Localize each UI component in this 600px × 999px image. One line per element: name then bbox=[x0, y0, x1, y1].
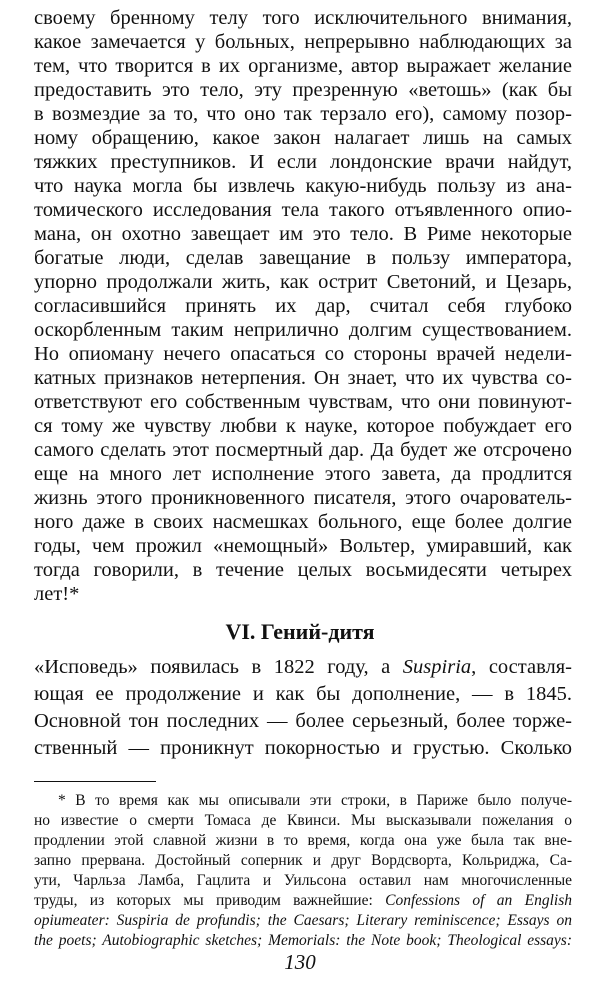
body-line: предоставить это тело, эту презренную «ветошь» (как бы bbox=[34, 79, 572, 101]
footnote-line-2: но известие о смерти Томаса де Квинси. Мы высказывали пожелания о bbox=[34, 812, 572, 829]
body-line: тем, что творится в их организме, автор выражает желание bbox=[34, 55, 572, 77]
body-line: лет!* bbox=[34, 583, 80, 605]
body-line: оскорбленным таким неприлично долгим существованием. bbox=[34, 319, 572, 341]
suspiria-title: Suspiria bbox=[402, 656, 472, 678]
footnote-italic-2: opiumeater: Suspiria de profundis; the Caesars; Literary reminiscence; Essays on bbox=[34, 912, 572, 929]
section-line-1-start: «Исповедь» появилась в 1822 году, а bbox=[34, 656, 403, 678]
section-heading: VI. Гений-дитя bbox=[225, 619, 375, 644]
body-line: упорно продолжали жить, как острит Светоний, и Цезарь, bbox=[34, 271, 572, 293]
footnote-divider bbox=[34, 781, 156, 782]
footnote-line-3: продлении этой славной жизни в то время, когда она уже была так вне- bbox=[34, 832, 572, 849]
body-line: ответствуют его собственным чувствам, что они повинуют- bbox=[34, 391, 572, 413]
footnote-line-6 bbox=[34, 891, 572, 911]
section-line-3: Основной тон последних — более серьезный, более торже- bbox=[34, 710, 572, 732]
body-line: в возмездие за то, что оно так терзало его), самому позор- bbox=[34, 103, 572, 125]
body-line: самого сделать этот посмертный дар. Да будет же отсрочено bbox=[34, 439, 572, 461]
footnote-line-5: ути, Чарльза Ламба, Гацлита и Уильсона оставил нам многочисленные bbox=[34, 872, 572, 889]
body-line: ся тому же чувству любви к науке, которое побуждает его bbox=[34, 415, 572, 437]
section-line-2: ющая ее продолжение и как бы дополнение, — в 1845. bbox=[34, 683, 572, 705]
section-line-1 bbox=[34, 655, 572, 679]
footnote-italic-1: Confessions of an English bbox=[385, 892, 572, 909]
footnote-italic-3: the poets; Autobiographic sketches; Memorials: the Note book; Theological essays: bbox=[34, 932, 572, 949]
body-line: что наука могла бы извлечь какую-нибудь пользу из ана- bbox=[34, 175, 572, 197]
body-line: тогда говорили, в течение целых восьмидесяти четырех bbox=[34, 559, 572, 581]
body-line: катных признаков нетерпения. Он знает, что их чувства со- bbox=[34, 367, 572, 389]
body-line: Но опиоману нечего опасаться со стороны врачей недели- bbox=[34, 343, 572, 365]
body-line: богатые люди, сделав завещание в пользу императора, bbox=[34, 247, 572, 269]
footnote-line-7 bbox=[34, 911, 572, 931]
footnote-line-6-text: труды, из которых мы приводим важнейшие: bbox=[34, 892, 386, 909]
body-line: своему бренному телу того исключительного внимания, bbox=[34, 7, 572, 29]
section-line-1-end: , составля- bbox=[471, 656, 572, 678]
footnote-line-1: * В то время как мы описывали эти строки, в Париже было получе- bbox=[58, 792, 572, 809]
body-line: ного даже в своих насмешках больного, еще более долгие bbox=[34, 511, 572, 533]
body-line: ному обращению, какое закон налагает лишь на самых bbox=[34, 127, 572, 149]
body-line: еще на много лет исполнение этого завета, да продлится bbox=[34, 463, 572, 485]
body-line: тяжких преступников. И если лондонские врачи найдут, bbox=[34, 151, 572, 173]
body-line: годы, чем прожил «немощный» Вольтер, умиравший, как bbox=[34, 535, 572, 557]
page-number: 130 bbox=[284, 950, 316, 974]
body-line: согласившийся принять их дар, считал себя глубоко bbox=[34, 295, 572, 317]
section-line-4: ственный — проникнут покорностью и грустью. Сколько bbox=[34, 737, 572, 759]
body-line: какое замечается у больных, непрерывно наблюдающих за bbox=[34, 31, 572, 53]
footnote-line-4: запно прервана. Достойный соперник и друг Вордсворта, Кольриджа, Са- bbox=[34, 852, 572, 869]
body-line: мана, он охотно завещает им это тело. В Риме некоторые bbox=[34, 223, 572, 245]
body-line: томического исследования тела такого отъявленного опио- bbox=[34, 199, 572, 221]
footnote-line-8 bbox=[34, 931, 572, 951]
body-line: жизнь этого проникновенного писателя, этого очарователь- bbox=[34, 487, 572, 509]
